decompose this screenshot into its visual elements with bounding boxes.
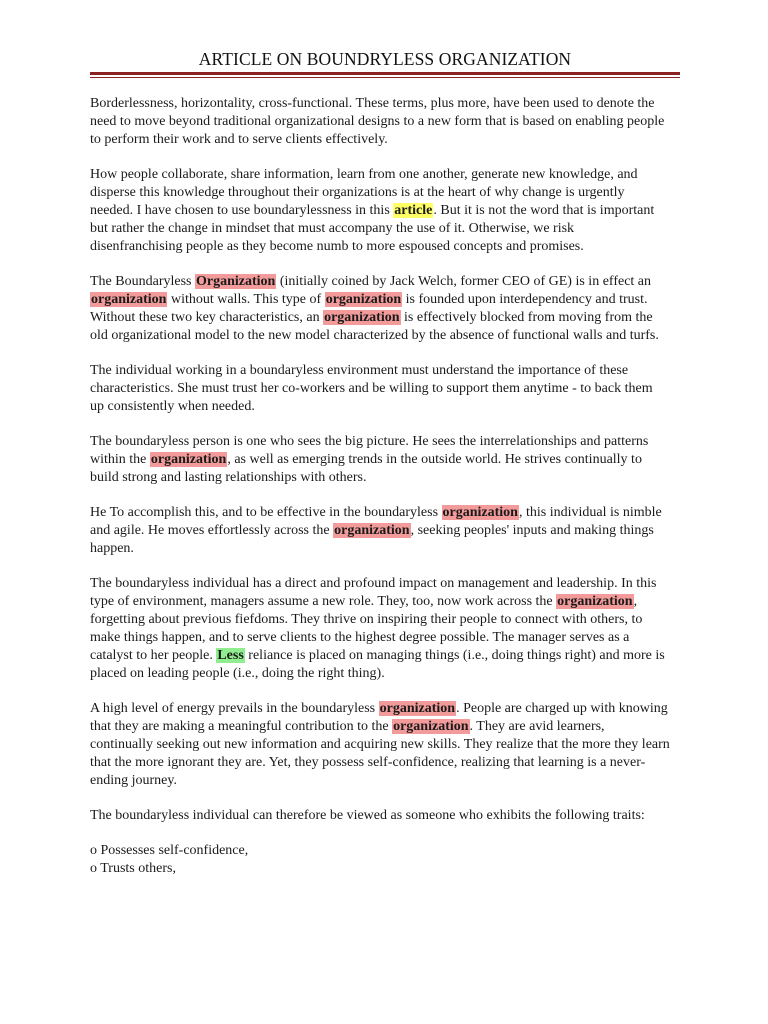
paragraph-text: , seeking peoples' inputs and making things happen. [90,523,654,556]
highlight-organization: organization [379,701,456,716]
paragraph-text: A high level of energy prevails in the boundaryless [90,701,379,716]
paragraph-text: , as well as emerging trends in the outside world. He strives continually to build strong and lasting relationships with others. [90,452,642,485]
paragraph-4: The individual working in a boundaryless environment must understand the importance of these characteristics. She must trust her co-workers and be willing to support them anytime - to back them up consistently when needed. [90,363,653,414]
title-rule-thick [90,72,680,75]
highlight-organization: organization [393,719,469,734]
paragraph-text: . They are avid learners, continually seeking out new information and acquiring new skills. They realize that the more they learn that the more ignorant they are. Yet, they possess self-confidence, realizing that learning is a never-ending journey. [90,719,670,788]
paragraph-text: . But it is not the word that is important but rather the change in mindset that must accompany the use of it. Otherwise, we risk disenfranchising people as they become numb to more espoused concepts and promises. [90,203,655,254]
highlight-organization: organization [325,292,402,307]
paragraph-text: , forgetting about previous fiefdoms. They thrive on inspiring their people to connect with others, to make things happen, and to serve clients to the highest degree possible. The manager serves as a catalyst to her people. [90,594,643,663]
paragraph-text: is effectively blocked from moving from the old organizational model to the new model characterized by the absence of functional walls and turfs. [90,310,659,343]
document-body [90,95,670,878]
paragraph-9: The boundaryless individual can therefore be viewed as someone who exhibits the following traits: [90,808,645,823]
paragraph-text: The boundaryless individual has a direct and profound impact on management and leadership. In this type of environment, managers assume a new role. They, too, now work across the [90,576,657,609]
paragraph-text: (initially coined by Jack Welch, former CEO of GE) is in effect an [276,274,652,289]
highlight-organization: organization [557,594,633,609]
paragraph-7 [90,575,670,683]
paragraph-text: . People are charged up with knowing that they are making a meaningful contribution to the [90,701,668,734]
highlight-organization: organization [91,292,167,307]
list-item: o Possesses self-confidence, [90,843,249,858]
highlight-organization: organization [150,452,227,467]
paragraph-text: How people collaborate, share information, learn from one another, generate new knowledge, and disperse this knowledge throughout their organizations is at the heart of why change is urgently needed. I have chosen to use boundarylessness in this [90,167,638,218]
highlight-organization: Organization [195,274,276,289]
highlight-organization: organization [334,523,410,538]
paragraph-5 [90,433,670,487]
title-rule-thin [90,77,680,78]
list-item: o Trusts others, [90,861,176,876]
paragraph-3 [90,273,670,345]
highlight-article: article [394,203,433,218]
paragraph-text: , this individual is nimble and agile. He moves effortlessly across the [90,505,662,538]
highlight-less: Less [217,648,244,663]
paragraph-6 [90,504,670,558]
paragraph-text: The Boundaryless [90,274,195,289]
document-title: ARTICLE ON BOUNDRYLESS ORGANIZATION [198,49,572,69]
paragraph-text: without walls. This type of [167,292,325,307]
paragraph-text: The boundaryless person is one who sees the big picture. He sees the interrelationships and patterns within the [90,434,649,467]
paragraph-1: Borderlessness, horizontality, cross-functional. These terms, plus more, have been used to denote the need to move beyond traditional organizational designs to a new form that is based on enabling people to perform their work and to serve clients effectively. [90,96,665,147]
highlight-organization: organization [442,505,518,520]
paragraph-text: is founded upon interdependency and trust. Without these two key characteristics, an [90,292,648,325]
paragraph-2 [90,166,670,256]
highlight-organization: organization [324,310,400,325]
paragraph-text: reliance is placed on managing things (i.e., doing things right) and more is placed on leading people (i.e., doing the right thing). [90,648,665,681]
paragraph-8 [90,700,670,790]
paragraph-text: He To accomplish this, and to be effective in the boundaryless [90,505,442,520]
